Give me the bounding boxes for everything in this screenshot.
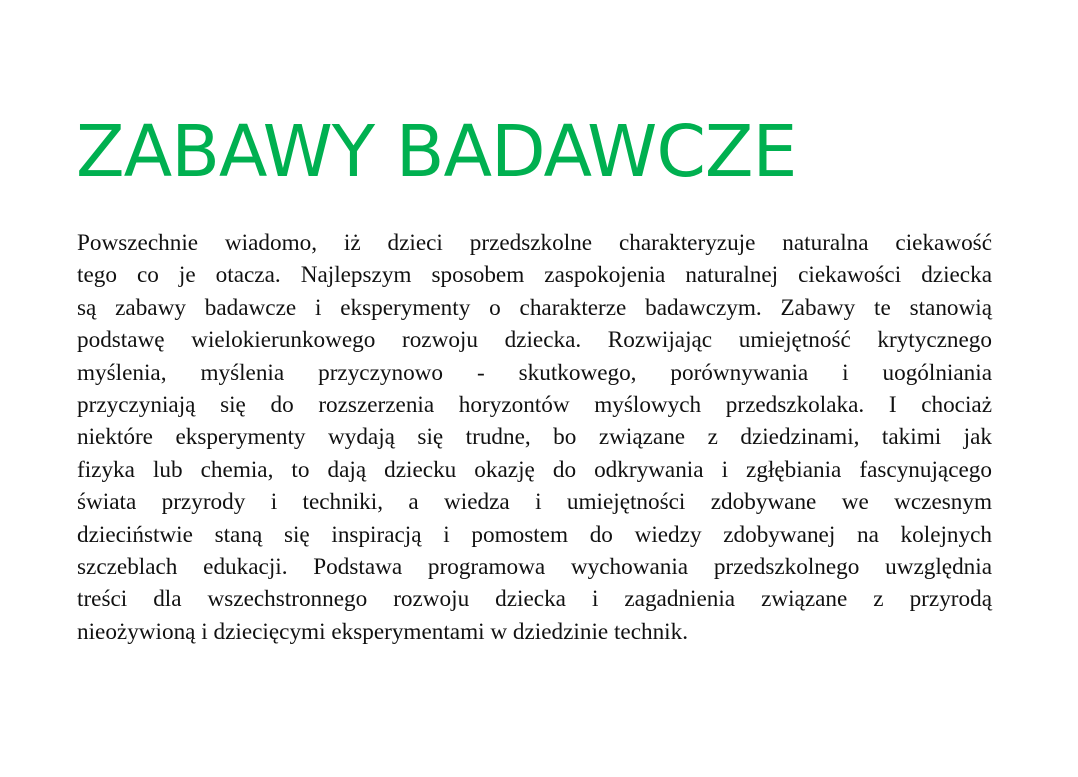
paragraph-line: podstawę wielokierunkowego rozwoju dziecka. Rozwijając umiejętność krytycznego [77, 327, 992, 354]
paragraph-line: szczeblach edukacji. Podstawa programowa wychowania przedszkolnego uwzględnia [77, 554, 992, 581]
paragraph-line: są zabawy badawcze i eksperymenty o charakterze badawczym. Zabawy te stanowią [77, 294, 992, 321]
paragraph-line: niektóre eksperymenty wydają się trudne, bo związane z dziedzinami, takimi jak [77, 424, 992, 451]
paragraph-line: nieożywioną i dziecięcymi eksperymentami w dziedzinie technik. [77, 618, 689, 645]
page-title: ZABAWY BADAWCZE [76, 110, 797, 193]
paragraph-line: treści dla wszechstronnego rozwoju dziecka i zagadnienia związane z przyrodą [77, 586, 992, 613]
paragraph-line: tego co je otacza. Najlepszym sposobem zaspokojenia naturalnej ciekawości dziecka [77, 262, 992, 289]
paragraph-line: świata przyrody i techniki, a wiedza i umiejętności zdobywane we wczesnym [77, 489, 992, 516]
paragraph-line: przyczyniają się do rozszerzenia horyzontów myślowych przedszkolaka. I chociaż [77, 392, 992, 419]
paragraph-line: Powszechnie wiadomo, iż dzieci przedszkolne charakteryzuje naturalna ciekawość [77, 230, 992, 256]
paragraph-line: myślenia, myślenia przyczynowo - skutkowego, porównywania i uogólniania [77, 359, 992, 386]
body-paragraph [77, 227, 992, 648]
paragraph-line: dzieciństwie staną się inspiracją i pomostem do wiedzy zdobywanej na kolejnych [77, 521, 992, 548]
paragraph-line: fizyka lub chemia, to dają dziecku okazję do odkrywania i zgłębiania fascynującego [77, 456, 992, 483]
